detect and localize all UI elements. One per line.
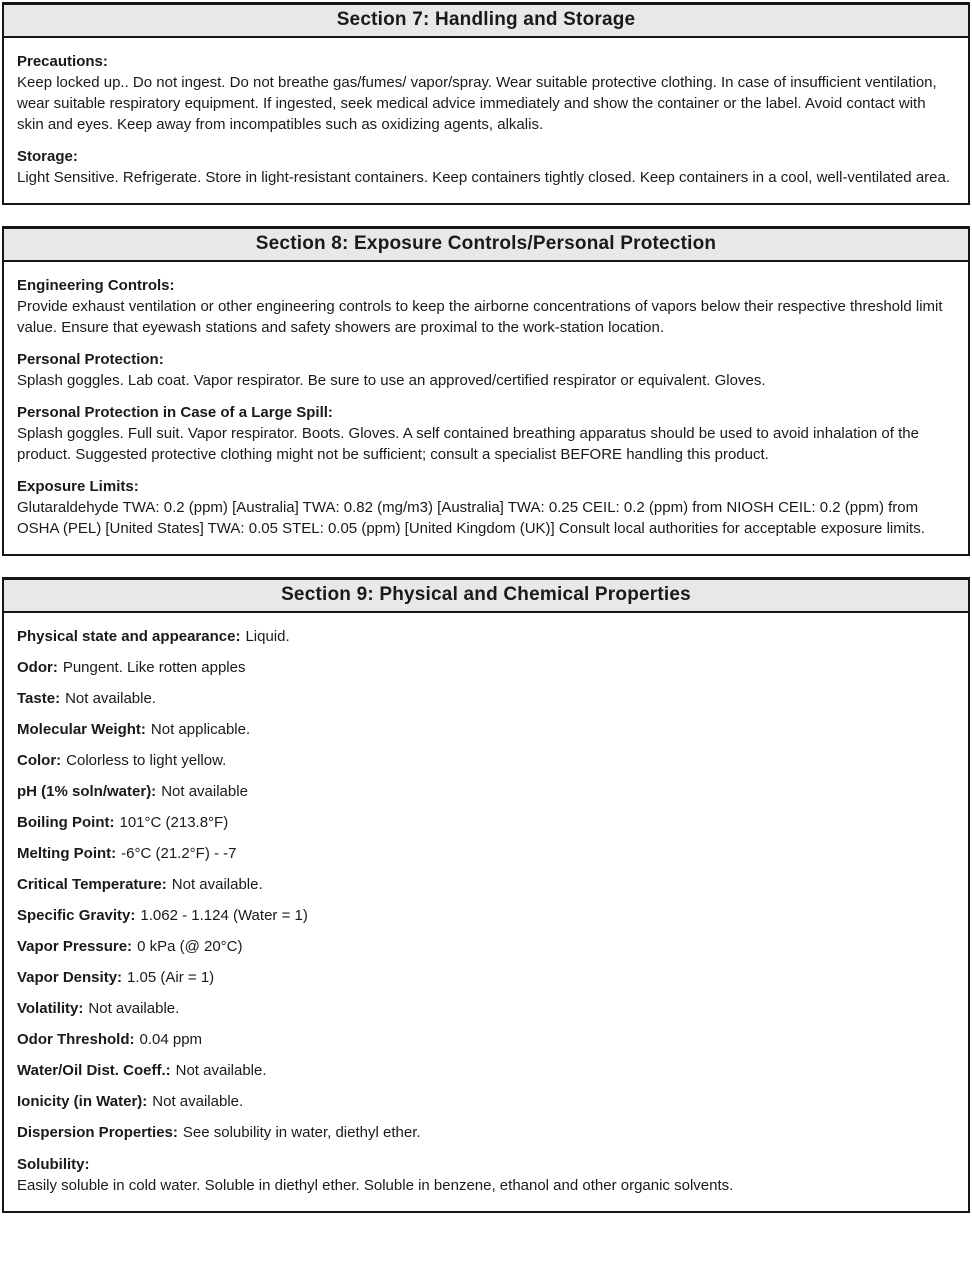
large-spill-protection-block [17, 402, 955, 465]
engineering-controls-block [17, 275, 955, 338]
section-9-body [4, 613, 968, 1211]
property-odor-threshold [17, 1029, 955, 1050]
section-7-handling-storage [2, 2, 970, 205]
property-value: 0 kPa (@ 20°C) [137, 938, 243, 955]
property-label: Odor Threshold: [17, 1031, 135, 1048]
property-odor [17, 657, 955, 678]
property-label: Melting Point: [17, 845, 117, 862]
property-critical-temperature [17, 874, 955, 895]
property-label: pH (1% soln/water): [17, 783, 157, 800]
section-8-header [4, 229, 968, 262]
property-label: Boiling Point: [17, 814, 115, 831]
personal-protection-text: Splash goggles. Lab coat. Vapor respirator. Be sure to use an approved/certified respirator or equivalent. Gloves. [17, 372, 766, 389]
property-value: 1.062 - 1.124 (Water = 1) [140, 907, 308, 924]
property-value: Not applicable. [150, 721, 251, 738]
property-melting-point [17, 843, 955, 864]
property-label: Vapor Density: [17, 969, 123, 986]
property-label: Color: [17, 752, 62, 769]
property-label: Specific Gravity: [17, 907, 136, 924]
property-ionicity [17, 1091, 955, 1112]
property-label: Molecular Weight: [17, 721, 146, 738]
property-molecular-weight [17, 719, 955, 740]
property-value: 0.04 ppm [139, 1031, 203, 1048]
property-label: Dispersion Properties: [17, 1124, 178, 1141]
section-8-body [4, 262, 968, 554]
property-value: See solubility in water, diethyl ether. [182, 1124, 421, 1141]
storage-text: Light Sensitive. Refrigerate. Store in light-resistant containers. Keep containers tightly closed. Keep containers in a cool, well-ventilated area. [17, 169, 951, 186]
property-label: Odor: [17, 659, 58, 676]
section-9-title: Section 9: Physical and Chemical Properties [281, 584, 691, 605]
property-value: Pungent. Like rotten apples [62, 659, 246, 676]
property-label: Ionicity (in Water): [17, 1093, 148, 1110]
property-label: Volatility: [17, 1000, 84, 1017]
property-label: Physical state and appearance: [17, 628, 241, 645]
section-7-title: Section 7: Handling and Storage [336, 9, 636, 30]
property-value: Not available. [152, 1093, 244, 1110]
property-specific-gravity [17, 905, 955, 926]
property-physical-state [17, 626, 955, 647]
property-value: Not available. [88, 1000, 180, 1017]
property-value: Not available. [65, 690, 156, 707]
section-7-header [4, 5, 968, 38]
property-value: -6°C (21.2°F) - -7 [121, 845, 237, 862]
property-vapor-pressure [17, 936, 955, 957]
engineering-controls-text: Provide exhaust ventilation or other engineering controls to keep the airborne concentrations of vapors below their respective threshold limit value. Ensure that eyewash stations and safety showers are proximal to the work-station location. [17, 298, 943, 336]
msds-page [2, 2, 970, 1213]
property-label: Water/Oil Dist. Coeff.: [17, 1062, 171, 1079]
property-label: Vapor Pressure: [17, 938, 133, 955]
personal-protection-heading: Personal Protection: [17, 351, 164, 368]
solubility-text: Easily soluble in cold water. Soluble in diethyl ether. Soluble in benzene, ethanol and other organic solvents. [17, 1177, 734, 1194]
property-value: Not available [161, 783, 248, 800]
section-7-body [4, 38, 968, 203]
storage-block [17, 146, 955, 188]
property-value: 101°C (213.8°F) [119, 814, 229, 831]
property-value: 1.05 (Air = 1) [127, 969, 215, 986]
section-8-title: Section 8: Exposure Controls/Personal Protection [255, 233, 717, 254]
section-9-physical-chemical [2, 577, 970, 1213]
exposure-limits-text: Glutaraldehyde TWA: 0.2 (ppm) [Australia] TWA: 0.82 (mg/m3) [Australia] TWA: 0.25 CEIL: 0.2 (ppm) from NIOSH CEIL: 0.2 (ppm) from OSHA (PEL) [United States] TWA: 0.05 STEL: 0.05 (ppm) [United Kingdom (UK)] Consult local authorities for acceptable exposure limits. [17, 499, 925, 537]
property-taste [17, 688, 955, 709]
large-spill-protection-text: Splash goggles. Full suit. Vapor respirator. Boots. Gloves. A self contained breathing apparatus should be used to avoid inhalation of the product. Suggested protective clothing might not be sufficient; consult a specialist BEFORE handling this product. [17, 425, 919, 463]
exposure-limits-heading: Exposure Limits: [17, 478, 139, 495]
solubility-block [17, 1154, 955, 1196]
storage-heading: Storage: [17, 148, 78, 165]
section-8-exposure-controls [2, 226, 970, 556]
section-9-header [4, 580, 968, 613]
property-value: Not available. [171, 876, 263, 893]
property-ph [17, 781, 955, 802]
precautions-text: Keep locked up.. Do not ingest. Do not breathe gas/fumes/ vapor/spray. Wear suitable protective clothing. In case of insufficient ventilation, wear suitable respiratory equipment. If ingested, seek medical advice immediately and show the container or the label. Avoid contact with skin and eyes. Keep away from incompatibles such as oxidizing agents, alkalis. [17, 74, 937, 133]
property-value: Liquid. [245, 628, 290, 645]
engineering-controls-heading: Engineering Controls: [17, 277, 175, 294]
property-label: Taste: [17, 690, 61, 707]
property-water-oil-dist-coeff [17, 1060, 955, 1081]
property-value: Not available. [175, 1062, 267, 1079]
property-label: Critical Temperature: [17, 876, 167, 893]
large-spill-protection-heading: Personal Protection in Case of a Large Spill: [17, 404, 333, 421]
property-boiling-point [17, 812, 955, 833]
precautions-heading: Precautions: [17, 53, 108, 70]
personal-protection-block [17, 349, 955, 391]
property-dispersion-properties [17, 1122, 955, 1143]
property-vapor-density [17, 967, 955, 988]
property-value: Colorless to light yellow. [66, 752, 227, 769]
property-volatility [17, 998, 955, 1019]
exposure-limits-block [17, 476, 955, 539]
precautions-block [17, 51, 955, 135]
solubility-heading: Solubility: [17, 1156, 90, 1173]
property-color [17, 750, 955, 771]
